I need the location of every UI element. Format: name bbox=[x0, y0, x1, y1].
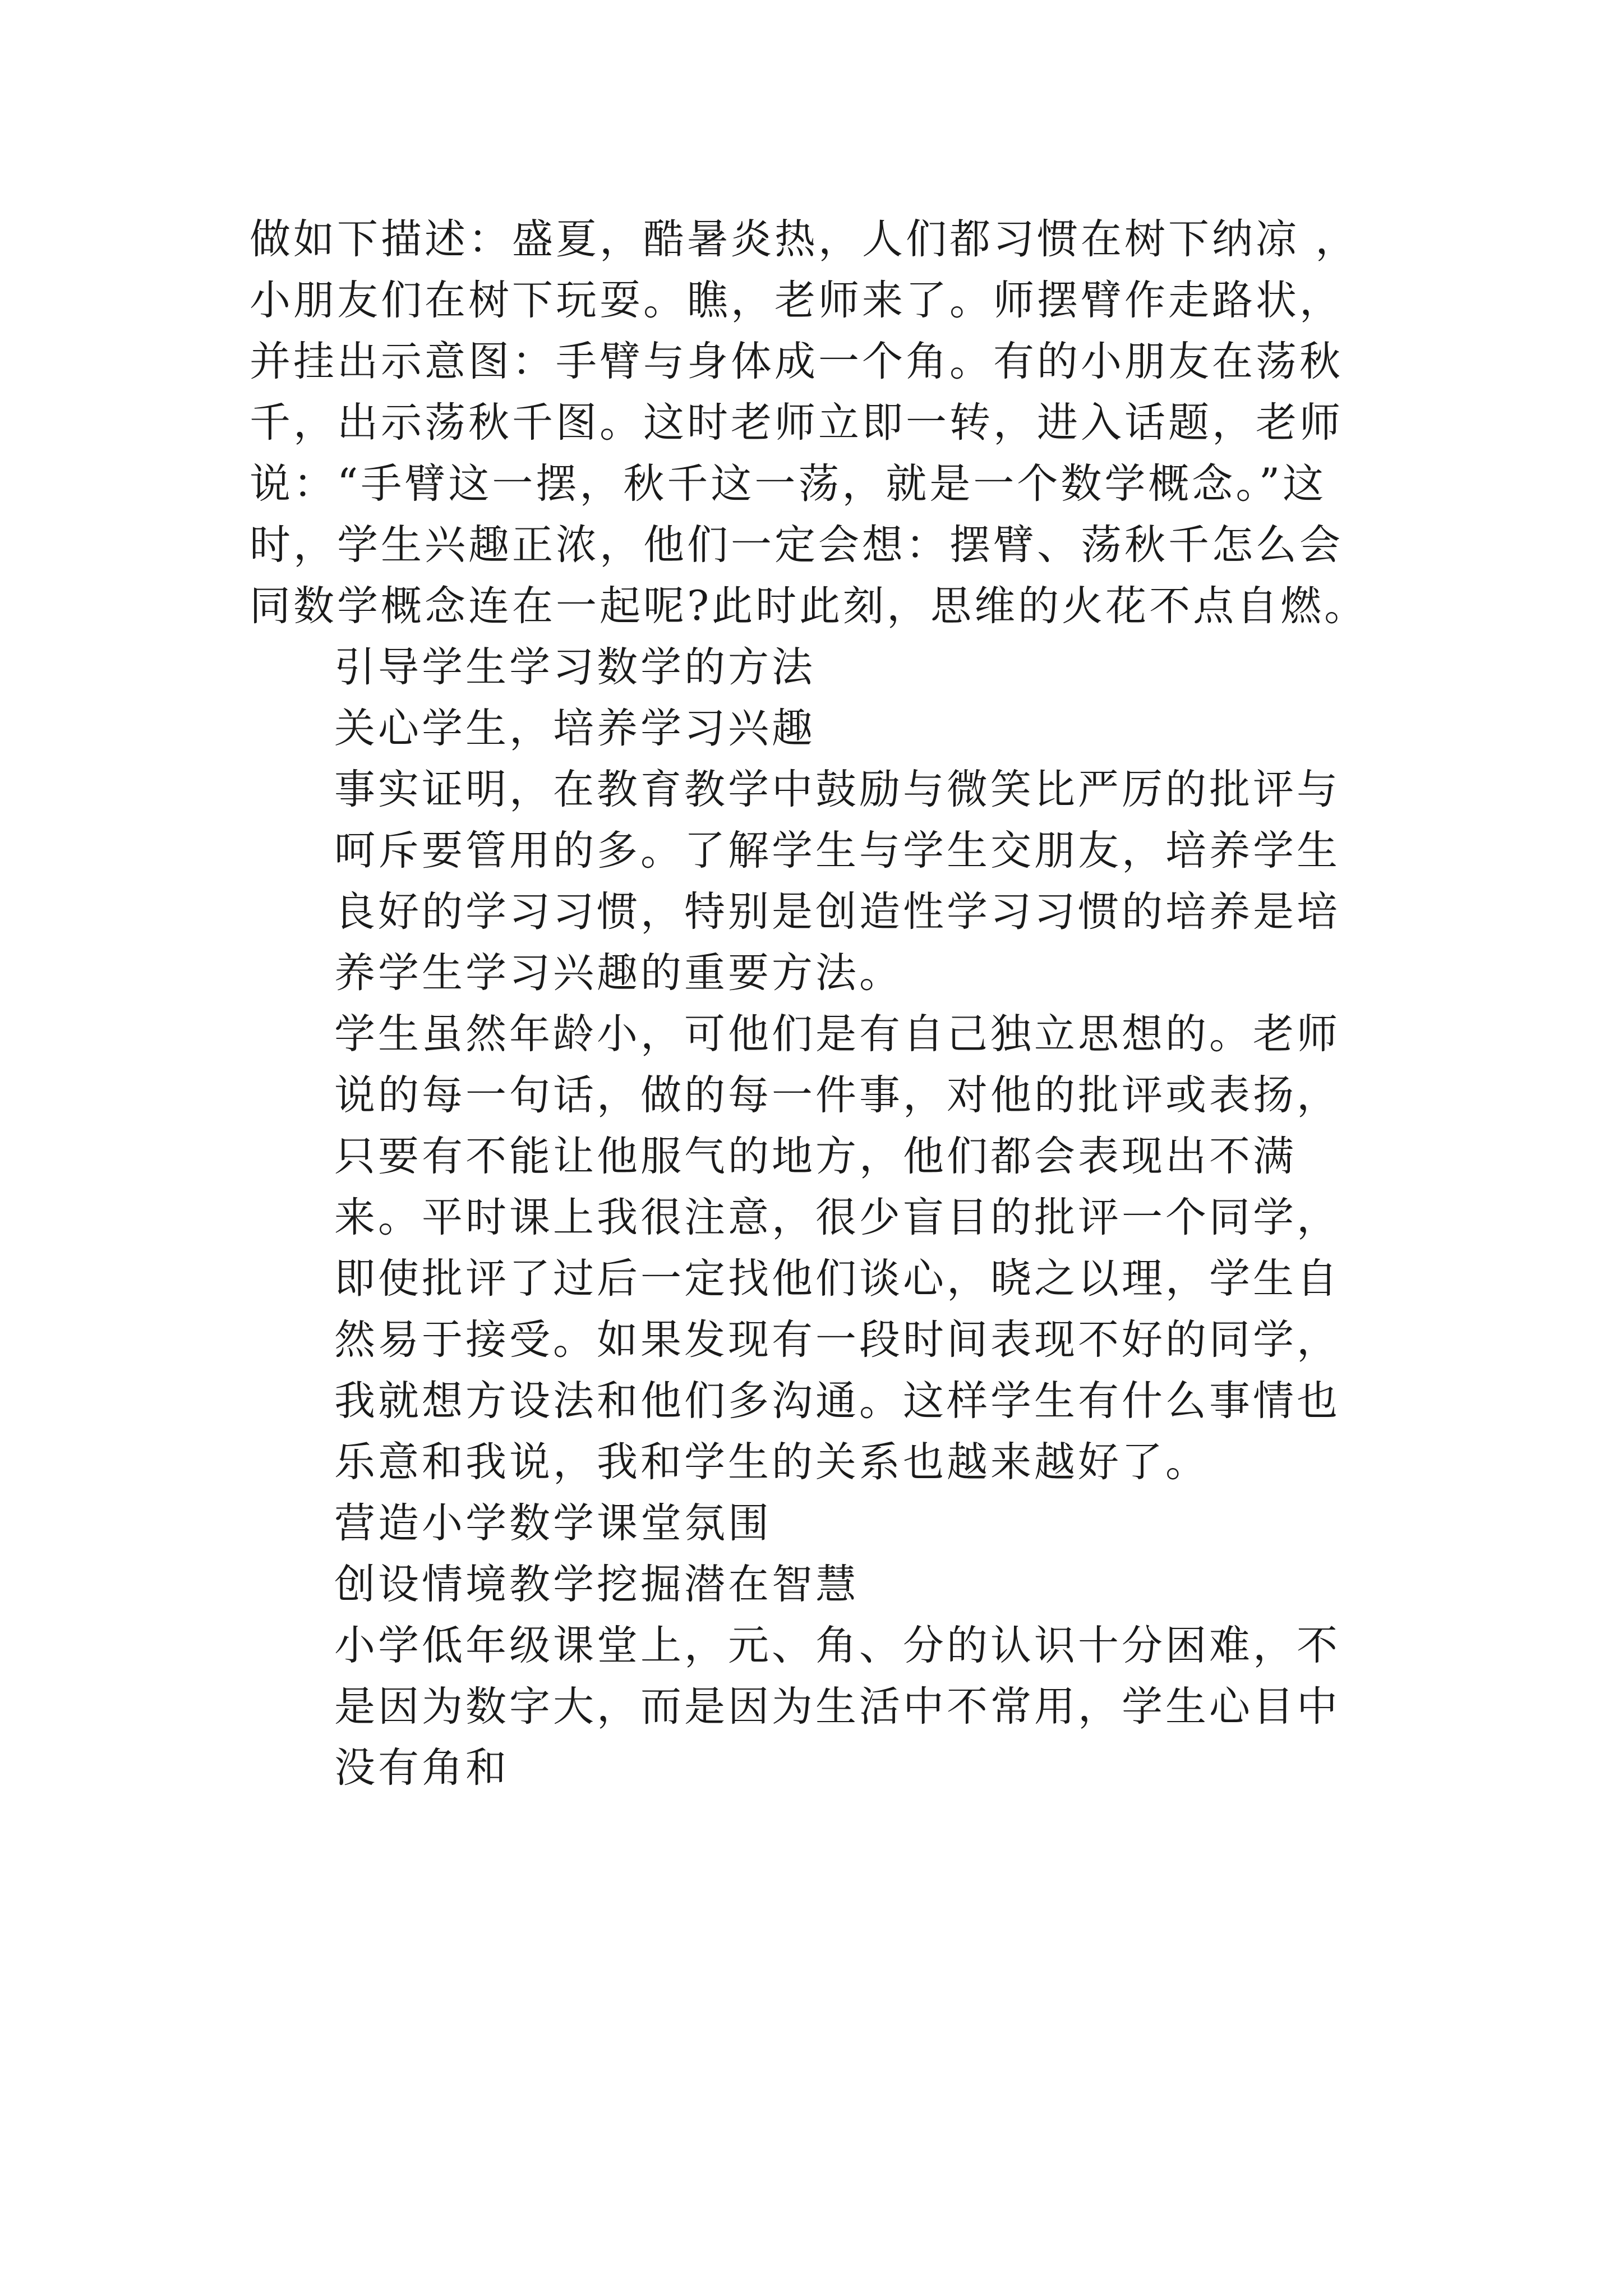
paragraph-student-thoughts: 学生虽然年龄小，可他们是有自己独立思想的。老师说的每一句话，做的每一件事，对他的批评或表扬，只要有不能让他服气的地方，他们都会表现出不满来。平时课上我很注意，很少盲目的批评一个同学，即使批评了过后一定找他们谈心，晓之以理，学生自然易于接受。如果发现有一段时间表现不好的同学，我就想方设法和他们多沟通。这样学生有什么事情也乐意和我说，我和学生的关系也越来越好了。 bbox=[334, 1010, 1340, 1486]
paragraph-money-units: 小学低年级课堂上，元、角、分的认识十分困难，不是因为数字大，而是因为生活中不常用，学生心目中没有角和 bbox=[334, 1622, 1340, 1792]
heading-classroom-atmosphere: 营造小学数学课堂氛围 bbox=[334, 1499, 772, 1547]
heading-care-for-students: 关心学生，培养学习兴趣 bbox=[334, 705, 815, 752]
heading-situational-teaching: 创设情境教学挖掘潜在智慧 bbox=[334, 1561, 859, 1608]
document-body bbox=[250, 209, 1382, 1798]
paragraph-encouragement: 事实证明，在教育教学中鼓励与微笑比严厉的批评与呵斥要管用的多。了解学生与学生交朋友，培养学生良好的学习习惯，特别是创造性学习习惯的培养是培养学生学习兴趣的重要方法。 bbox=[334, 766, 1340, 997]
heading-learning-methods: 引导学生学习数学的方法 bbox=[334, 643, 815, 691]
paragraph-scene-description: 做如下描述：盛夏，酷暑炎热，人们都习惯在树下纳凉 ，小朋友们在树下玩耍。瞧，老师来了。师摆臂作走路状，并挂出示意图：手臂与身体成一个角。有的小朋友在荡秋千，出示荡秋千图。这时老师立即一转，进入话题，老师说：“手臂这一摆，秋千这一荡，就是一个数学概念。”这时，学生兴趣正浓，他们一定会想：摆臂、荡秋千怎么会同数学概念连在一起呢?此时此刻，思维的火花不点自燃。 bbox=[250, 215, 1368, 630]
